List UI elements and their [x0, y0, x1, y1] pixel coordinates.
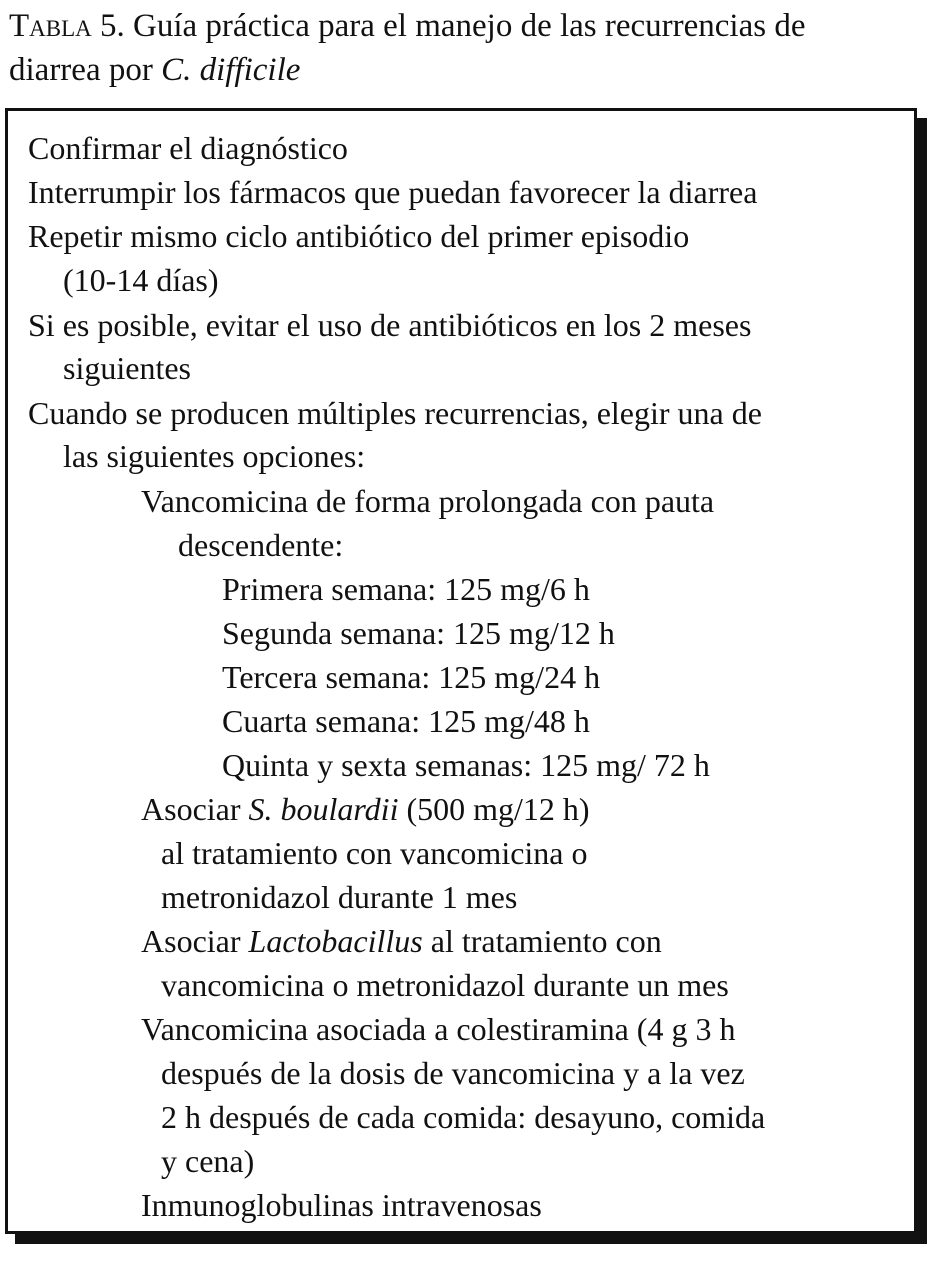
option-vancomycin-taper: Vancomicina de forma prolongada con pauta: [141, 483, 715, 519]
option-boulardii-prefix: Asociar: [141, 791, 249, 827]
item-stop-drugs: Interrumpir los fármacos que puedan favorecer la diarrea: [28, 174, 758, 210]
schedule-week-3: Tercera semana: 125 mg/24 h: [222, 659, 601, 695]
option-vancomycin-taper-cont: descendente:: [178, 527, 344, 563]
item-confirm-diagnosis: Confirmar el diagnóstico: [28, 130, 348, 166]
caption-title-line2: diarrea por: [9, 52, 162, 88]
option-lactobacillus-cont: vancomicina o metronidazol durante un mes: [161, 967, 729, 1003]
schedule-week-4: Cuarta semana: 125 mg/48 h: [222, 703, 590, 739]
option-boulardii-cont-1: al tratamiento con vancomicina o: [161, 835, 588, 871]
caption-organism: C. difficile: [161, 52, 301, 88]
option-boulardii: [141, 789, 590, 829]
guide-table-box: [5, 108, 917, 1234]
schedule-week-2: Segunda semana: 125 mg/12 h: [222, 615, 615, 651]
option-lactobacillus-suffix: al tratamiento con: [422, 923, 662, 959]
item-multiple-recurrences: Cuando se producen múltiples recurrencias, elegir una de: [28, 395, 762, 431]
option-lactobacillus: [141, 921, 662, 961]
table-caption: [9, 4, 929, 92]
option-colestiramina-cont-2: 2 h después de cada comida: desayuno, comida: [161, 1099, 766, 1135]
item-avoid-antibiotics: Si es posible, evitar el uso de antibióticos en los 2 meses: [28, 307, 752, 343]
caption-title: 5. Guía práctica para el manejo de las recurrencias de: [91, 8, 806, 44]
item-repeat-cycle: Repetir mismo ciclo antibiótico del primer episodio: [28, 218, 690, 254]
option-colestiramina-cont-3: y cena): [161, 1143, 255, 1179]
item-avoid-antibiotics-cont: siguientes: [63, 350, 191, 386]
option-colestiramina-cont-1: después de la dosis de vancomicina y a la vez: [161, 1055, 745, 1091]
caption-label: Tabla: [9, 8, 92, 44]
schedule-week-1: Primera semana: 125 mg/6 h: [222, 571, 590, 607]
item-repeat-cycle-cont: (10-14 días): [63, 262, 219, 298]
option-boulardii-suffix: (500 mg/12 h): [398, 791, 590, 827]
option-boulardii-organism: S. boulardii: [248, 791, 399, 827]
option-lactobacillus-organism: Lactobacillus: [248, 923, 423, 959]
option-colestiramina: Vancomicina asociada a colestiramina (4 g 3 h: [141, 1011, 736, 1047]
schedule-weeks-5-6: Quinta y sexta semanas: 125 mg/ 72 h: [222, 747, 710, 783]
option-lactobacillus-prefix: Asociar: [141, 923, 249, 959]
guide-table-content: [8, 111, 914, 1231]
option-boulardii-cont-2: metronidazol durante 1 mes: [161, 879, 518, 915]
option-immunoglobulins: Inmunoglobulinas intravenosas: [141, 1187, 542, 1223]
item-multiple-recurrences-cont: las siguientes opciones:: [63, 438, 366, 474]
